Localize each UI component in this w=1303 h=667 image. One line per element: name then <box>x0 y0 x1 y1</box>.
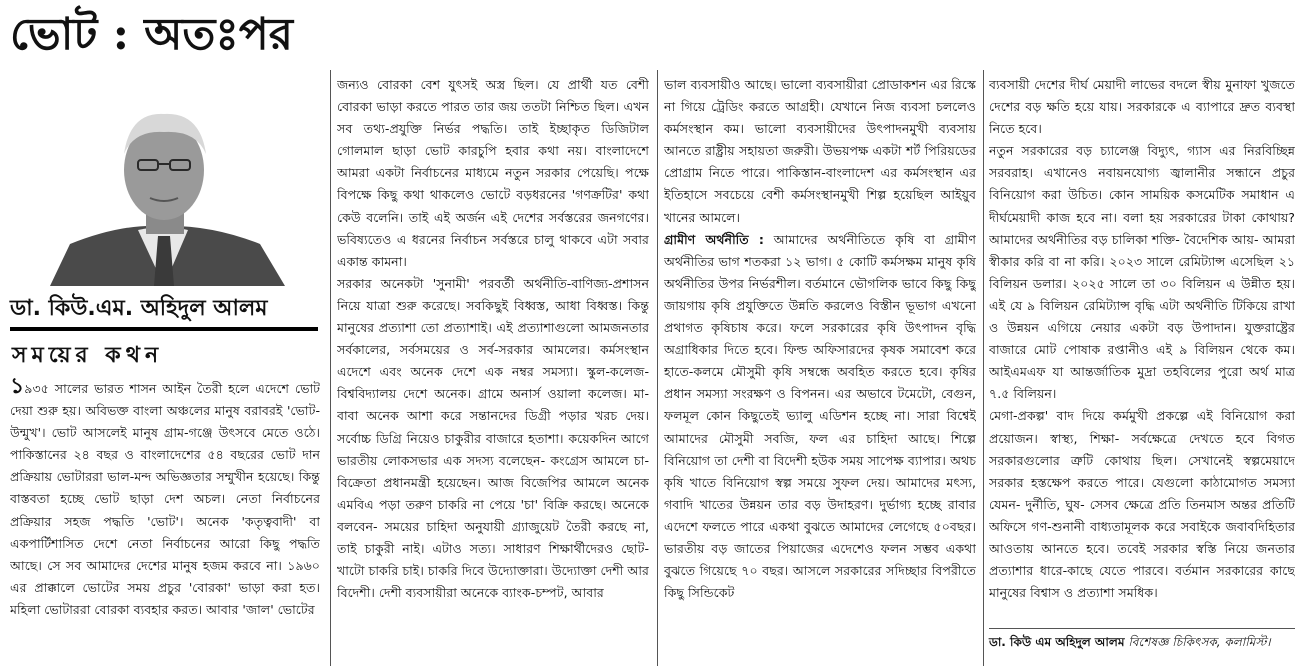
author-footer <box>989 628 1295 655</box>
paragraph: জন্যও বোরকা বেশ যুৎসই অস্ত্র ছিল। যে প্রার্থী যত বেশী বোরকা ভাড়া করতে পারত তার জয় ততটা নিশ্চিত ছিল। এখন সব তথ্য-প্রযুক্তি নির্ভর পদ্ধতি। তাই ইচ্ছাকৃত ডিজিটাল গোলমাল ছাড়া ভোট কারচুপি হবার কথা নয়। বাংলাদেশে আমরা একটা নির্বাচনের মাধ্যমে নতুন সরকার পেয়েছি। পক্ষে বিপক্ষে কিছু কথা থাকলেও ভোটে বড়ধরনের 'গণক্রটির' কথা কেউ বলেনি। তাই এই অর্জন এই দেশের সর্বস্তরের জনগণের। ভবিষ্যতেও এ ধরনের নির্বাচন সর্বস্তরে চালু থাকবে এটা সবার একান্ত কামনা। <box>337 77 649 269</box>
paragraph: সরকার অনেকটা 'সুনামী' পরবর্তী অর্থনীতি-বাণিজ্য-প্রশাসন নিয়ে যাত্রা শুরু করেছে। সবকিছুই বিধ্বস্ত, আধা বিধ্বস্ত। কিন্তু মানুষের প্রত্যাশা তো প্রত্যাশাই। এই প্রত্যাশাগুলো আমজনতার সর্বকালের, সর্বসময়ের ও সর্ব-সরকার আমলের। কর্মসংস্থান এদেশে এবং অনেক দেশে এক নম্বর সমস্যা। স্কুল-কলেজ-বিশ্ববিদ্যালয় দেশে অনেক। গ্রামে অনার্স ওয়ালা কলেজ। মা-বাবা অনেক আশা করে সন্তানদের ডিগ্রী পড়ার খরচ দেয়। সর্বোচ্চ ডিগ্রি নিয়েও চাকুরীর বাজারে হতাশা। কয়েকদিন আগে ভারতীয় লোকসভার এক সদস্য বলেছেন- কংগ্রেস আমলে চা-বিক্রেতা প্রধানমন্ত্রী হয়েছেন। আজ বিজেপির আমলে অনেক এমবিএ পড়া তরুণ চাকরি না পেয়ে 'চা' বিক্রি করছে। অনেকে বলবেন- সময়ের চাহিদা অনুযায়ী গ্র্যাজুয়েট তৈরী করছে না, তাই চাকুরী নাই। এটাও সত্য। সাধারণ শিক্ষার্থীদেরও ছোট-খাটো চাকরি চাই। চাকরি দিবে উদ্যোক্তারা। উদ্যোক্তা দেশী আর বিদেশী। দেশী ব্যবসায়ীরা অনেকে ব্যাংক-চম্পট, আবার <box>337 275 649 601</box>
article-headline: ভোট : অতঃপর <box>10 9 293 60</box>
drop-cap: ১ <box>10 376 25 399</box>
column-divider <box>983 70 984 666</box>
author-footer-role: বিশেষজ্ঞ চিকিৎসক, কলামিস্ট। <box>1128 635 1271 649</box>
column-divider <box>330 70 331 666</box>
paragraph: নতুন সরকারের বড় চ্যালেঞ্জ বিদ্যুৎ, গ্যাস এর নিরবিচ্ছিন্ন সরবরাহ। এখানেও নবায়নযোগ্য জ্বালানীর সন্ধানে প্রচুর বিনিয়োগ করা উচিত। কোন সাময়িক কসমেটিক সমাধান এ দীর্ঘমেয়াদী কাজ হবে না। বলা হয় সরকারের টাকা কোথায়? আমাদের অর্থনীতির বড় চালিকা শক্তি- বৈদেশিক আয়- আমরা স্বীকার করি বা না করি। ২০২৩ সালে রেমিট্যান্স এসেছিল ২১ বিলিয়ন ডলার। ২০২৫ সালে তা ৩০ বিলিয়ন এ উন্নীত হয়। এই যে ৯ বিলিয়ন রেমিট্যান্স বৃদ্ধি এটা অর্থনীতি টিকিয়ে রাখা ও উন্নয়ন এগিয়ে নেয়ার একটা বড় উপাদান। যুক্তরাষ্ট্রের বাজারে মোট পোষাক রপ্তানীও এই ৯ বিলিয়ন থেকে কম। আইএমএফ যা আন্তর্জাতিক মুদ্রা তহবিলের পুরো অর্থ মাত্র ৭.৫ বিলিয়ন। <box>989 143 1295 402</box>
article-column-1 <box>10 376 320 662</box>
author-photo <box>10 74 318 286</box>
column-divider <box>657 70 658 666</box>
paragraph: ভাল ব্যবসায়ীও আছে। ভালো ব্যবসায়ীরা প্রোডাকশন এর রিস্কে না গিয়ে ট্রেডিং করতে আগ্রহী। যেখানে নিজ ব্যবসা চললেও কর্মসংস্থান কম। ভালো ব্যবসায়ীদের উৎপাদনমুখী ব্যবসায় আনতে রাষ্ট্রীয় সহায়তা জরুরী। উভয়পক্ষ একটা শর্ট পিরিয়ডের প্রোগ্রাম নিতে পারে। পাকিস্তান-বাংলাদেশ এর কর্মসংস্থান এর ইতিহাসে সবচেয়ে বেশী কর্মসংস্থানমুখী শিল্প হয়েছিল আইয়ুব খানের আমলে। <box>664 77 976 225</box>
subheading: গ্রামীণ অর্থনীতি : <box>664 231 764 247</box>
author-byline: ডা. কিউ.এম. অহিদুল আলম <box>10 291 318 331</box>
article-column-3 <box>664 74 976 664</box>
author-portrait-image <box>10 74 318 286</box>
paragraph: মেগা-প্রকল্প' বাদ দিয়ে কর্মমুখী প্রকল্পে এই বিনিয়োগ করা প্রয়োজন। স্বাস্থ্য, শিক্ষা- সর্বক্ষেত্রে দেখতে হবে বিগত সরকারগুলোর ত্রুটি কোথায় ছিল। সেখানেই স্বল্পমেয়াদে সরকার হস্তক্ষেপ করতে পারে। যেগুলো কাঠামোগত সমস্যা যেমন- দুর্নীতি, ঘুষ- সেসব ক্ষেত্রে প্রতি তিনমাস অন্তর প্রতিটি অফিসে গণ-শুনানী বাধ্যতামূলক করে সবাইকে জবাবদিহিতার আওতায় আনতে হবে। তবেই সরকার স্বস্তি নিয়ে জনতার প্রত্যাশার ধারে-কাছে যেতে পারবে। বর্তমান সরকারের কাছে মানুষের বিশ্বাস ও প্রত্যাশা সমধিক। <box>989 408 1295 601</box>
paragraph: আমাদের অর্থনীতিতে কৃষি বা গ্রামীণ অর্থনীতির ভাগ শতকরা ১২ ভাগ। ৫ কোটি কর্মসক্ষম মানুষ কৃষি অর্থনীতির উপর নির্ভরশীল। বর্তমানে ভৌগলিক ভাবে কিছু কিছু জায়গায় কৃষি প্রযুক্তিতে উন্নতি করলেও বিস্তীন ভূভাগ এখনো প্রথাগত কৃষিচাষ করে। ফলে সরকারের কৃষি উৎপাদন বৃদ্ধি অগ্রাধিকার দিতে হবে। ফিল্ড অফিসারদের কৃষক সমাবেশ করে হাতে-কলমে মৌসুমী কৃষি সম্বন্ধে অবহিত করতে হবে। কৃষির প্রধান সমস্যা সংরক্ষণ ও বিপনন। এর অভাবে টমেটো, বেগুন, ফলমূল কোন কিছুতেই ভ্যালু এডিশন হচ্ছে না। সারা বিশ্বেই আমাদের মৌসুমী সবজি, ফল এর চাহিদা আছে। শিল্পে বিনিয়োগ তা দেশী বা বিদেশী হউক সময় সাপেক্ষ ব্যাপার। অথচ কৃষি খাতে বিনিয়োগ স্বল্প সময়ে সুফল দেয়। আমাদের মৎস্য, গবাদি খাতের উন্নয়ন তার বড় উদাহরণ। দুর্ভাগ্য হচ্ছে রাবার এদেশে ফলতে পারে একথা বুঝতে আমাদের লেগেছে ৫০বছর। ভারতীয় বড় জাতের পিয়াজের এদেশেও ফলন সম্ভব একথা বুঝতে গিয়েছে ৭০ বছর। আসলে সরকারের সদিচ্ছার বিপরীতে কিছু সিন্ডিকেট <box>664 231 976 601</box>
article-column-2 <box>337 74 649 664</box>
article-column-4 <box>989 74 1295 622</box>
paragraph: ব্যবসায়ী দেশের দীর্ঘ মেয়াদী লাভের বদলে স্বীয় মুনাফা খুজতে দেশের বড় ক্ষতি হয়ে যায়। সরকারকে এ ব্যাপারে দ্রুত ব্যবস্থা নিতে হবে। <box>989 77 1295 137</box>
paragraph: ৯৩৫ সালের ভারত শাসন আইন তৈরী হলে এদেশে ভোট দেয়া শুরু হয়। অবিভক্ত বাংলা অঞ্চলের মানুষ বরাবরই 'ভোট-উন্মুখ'। ভোট আসলেই মানুষ গ্রাম-গঞ্জে উৎসবে মেতে ওঠে। পাকিস্তানের ২৪ বছর ও বাংলাদেশের ৫৪ বছরের ভোট দান প্রক্রিয়ায় ভোটাররা ভাল-মন্দ অভিজ্ঞতার সম্মুখীন হয়েছে। কিন্তু বাস্তবতা হচ্ছে ভোট ছাড়া দেশ অচল। নেতা নির্বাচনের প্রক্রিয়ার সহজ পদ্ধতি 'ভোট'। অনেক 'কতৃত্ববাদী' বা একপার্টিশাসিত দেশে নেতা নির্বাচনের আরো কিছু পদ্ধতি আছে। সে সব আমাদের দেশের মানুষ হজম করবে না। ১৯৬০ এর প্রাক্কালে ভোটের সময় প্রচুর 'বোরকা' ভাড়া করা হত। মহিলা ভোটাররা বোরকা ব্যবহার করত। আবার 'জাল' ভোটের <box>10 381 320 617</box>
author-footer-name: ডা. কিউ এম অহিদুল আলম <box>989 635 1125 649</box>
column-series-title: সময়ের কথন <box>12 343 164 368</box>
